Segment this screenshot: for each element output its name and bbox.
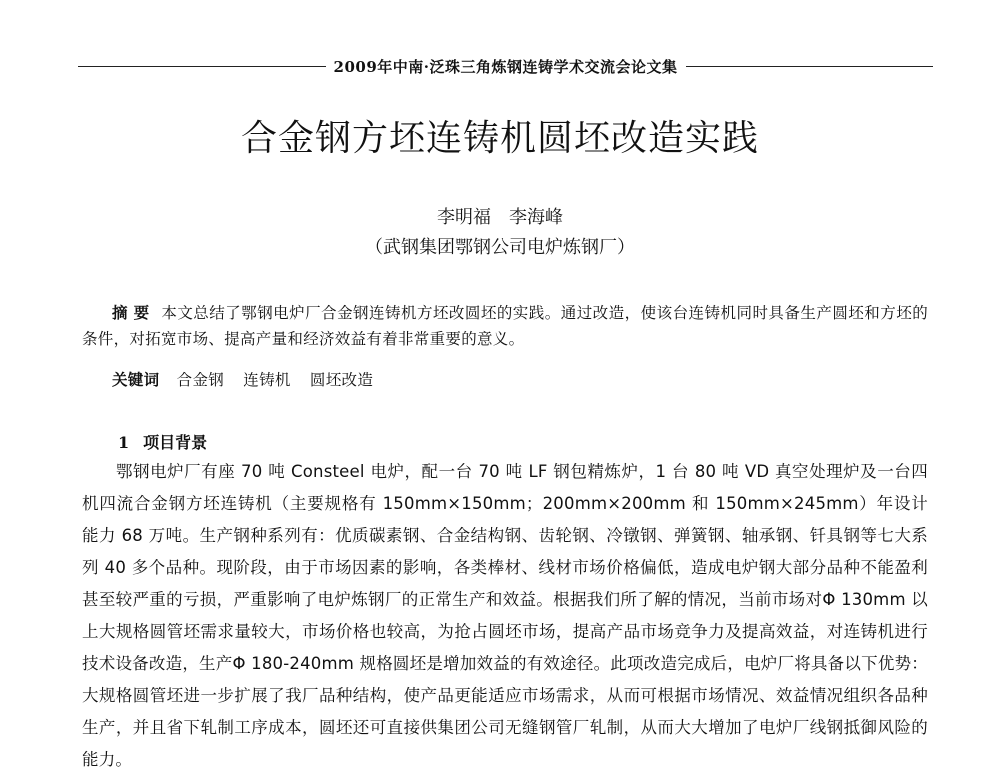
section-title: 项目背景 (143, 433, 208, 452)
header-rule-left (78, 66, 326, 67)
abstract-text: 本文总结了鄂钢电炉厂合金钢连铸机方坯改圆坯的实践。通过改造，使该台连铸机同时具备生产圆坯和方坯的条件，对拓宽市场、提高产量和经济效益有着非常重要的意义。 (82, 304, 928, 348)
keyword-item: 连铸机 (243, 371, 291, 389)
paper-authors: 李明福 李海峰 (437, 207, 563, 228)
abstract (82, 300, 928, 352)
keywords-label: 关键词 (112, 370, 160, 389)
keywords (112, 368, 387, 390)
keyword-item: 合金钢 (176, 371, 225, 389)
keyword-item: 圆坯改造 (309, 371, 374, 389)
section-paragraph: 鄂钢电炉厂有座 70 吨 Consteel 电炉，配一台 70 吨 LF 钢包精炼炉，1 台 80 吨 VD 真空处理炉及一台四机四流合金钢方坯连铸机（主要规格有 150mm×150mm；200mm×200mm 和 150mm×245mm）年设计能力 68 万吨。生产钢种系列有：优质碳素钢、合金结构钢、齿轮钢、冷镦钢、弹簧钢、轴承钢、钎具钢等七大系列 40 多个品种。现阶段，由于市场因素的影响，各类棒材、线材市场价格偏低，造成电炉钢大部分品种不能盈利甚至较严重的亏损，严重影响了电炉炼钢厂的正常生产和效益。根据我们所了解的情况，当前市场对Φ 130mm 以上大规格圆管坯需求量较大，市场价格也较高，为抢占圆坯市场，提高产品市场竞争力及提高效益，对连铸机进行技术设备改造，生产Φ 180-240mm 规格圆坯是增加效益的有效途径。此项改造完成后，电炉厂将具备以下优势：大规格圆管坯进一步扩展了我厂品种结构，使产品更能适应市场需求，从而可根据市场情况、效益情况组织各品种生产，并且省下轧制工序成本，圆坯还可直接供集团公司无缝钢管厂轧制，从而大大增加了电炉厂线钢抵御风险的能力。 (82, 462, 928, 769)
abstract-label: 摘要 (112, 303, 156, 322)
running-title: 2009年中南·泛珠三角炼钢连铸学术交流会论文集 (333, 58, 678, 76)
section-heading (118, 430, 207, 453)
paper-title: 合金钢方坯连铸机圆坯改造实践 (240, 118, 759, 159)
running-header (78, 56, 933, 77)
paper-affiliation: （武钢集团鄂钢公司电炉炼钢厂） (365, 237, 635, 258)
section-number: 1 (118, 433, 130, 452)
header-rule-right (686, 66, 934, 67)
